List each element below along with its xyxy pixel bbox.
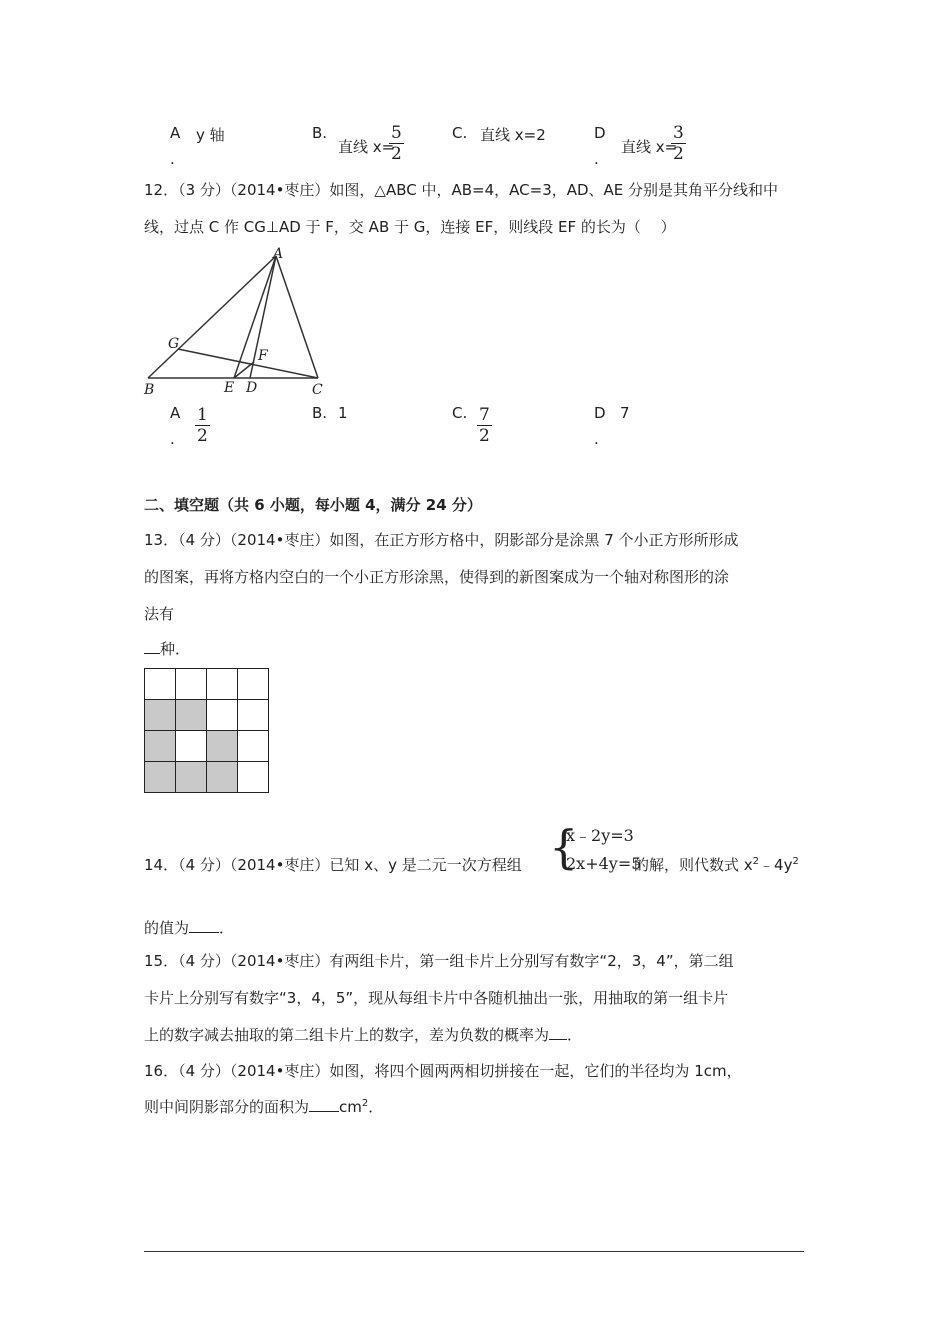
q11-option-d-letter: D (594, 124, 606, 142)
q14-line-1-prefix: 14．（4 分）（2014•枣庄）已知 x、y 是二元一次方程组 (144, 856, 522, 874)
q12-option-b-text: 1 (338, 404, 348, 422)
answer-blank (549, 1025, 567, 1040)
q12-option-d-dot: . (594, 430, 599, 448)
fraction-numerator: 1 (197, 405, 208, 425)
q11-option-d-dot: . (594, 150, 599, 168)
q13-square-grid (144, 668, 269, 793)
answer-blank (144, 639, 160, 654)
label-d: D (246, 380, 258, 396)
grid-cell-blank (238, 762, 269, 793)
q11-option-a-dot: . (170, 150, 175, 168)
q13-line-2: 的图案，再将方格内空白的一个小正方形涂黑，使得到的新图案成为一个轴对称图形的涂 (144, 568, 730, 586)
q13-line-4-suffix: 种． (160, 640, 191, 658)
q12-option-a-dot: . (170, 430, 175, 448)
fraction-denominator: 2 (673, 144, 684, 164)
fraction-numerator: 7 (479, 405, 490, 425)
fraction-denominator: 2 (197, 426, 208, 446)
q11-option-b-text: 直线 x= (338, 138, 395, 156)
q11-option-d-text: 直线 x= (621, 138, 678, 156)
q12-option-d-text: 7 (620, 404, 630, 422)
q15-line-2: 卡片上分别写有数字“3，4，5”，现从每组卡片中各随机抽出一张，用抽取的第一组卡片 (144, 989, 729, 1007)
q12-triangle-figure (140, 244, 340, 399)
fraction-denominator: 2 (391, 144, 402, 164)
label-f: F (258, 348, 268, 364)
label-b: B (144, 382, 155, 398)
q12-option-a-fraction (195, 406, 210, 445)
q12-option-c-letter: C. (452, 404, 468, 422)
grid-cell-shaded (207, 762, 238, 793)
q16-line-2 (144, 1096, 383, 1117)
answer-blank (309, 1097, 339, 1112)
q13-line-1: 13．（4 分）（2014•枣庄）如图，在正方形方格中，阴影部分是涂黑 7 个小正方形所形成 (144, 531, 739, 549)
q11-option-d-fraction (671, 124, 686, 163)
q14-line-2 (144, 917, 234, 938)
label-g: G (168, 336, 180, 352)
q15-line-3-prefix: 上的数字减去抽取的第二组卡片上的数字，差为负数的概率为 (144, 1026, 550, 1044)
q14-line-2-suffix: ． (219, 919, 235, 937)
grid-cell-shaded (145, 762, 176, 793)
grid-cell-shaded (176, 700, 207, 731)
q14-equation-2: 2x+4y=5 (566, 854, 642, 873)
section-2-title: 二、填空题（共 6 小题，每小题 4，满分 24 分） (144, 496, 482, 514)
fraction-denominator: 2 (479, 426, 490, 446)
grid-row (145, 669, 269, 700)
q14-line-2-prefix: 的值为 (144, 919, 190, 937)
q14-exponent-1: 2 (752, 856, 760, 867)
q14-minus-term: ﹣4y (759, 856, 793, 874)
fraction-numerator: 5 (391, 123, 402, 143)
grid-cell-blank (145, 669, 176, 700)
q15-line-1: 15．（4 分）（2014•枣庄）有两组卡片，第一组卡片上分别写有数字“2，3，4”，第二组 (144, 952, 734, 970)
q12-option-a-letter: A (170, 404, 181, 422)
q12-option-b-letter: B. (312, 404, 328, 422)
footer-divider (144, 1251, 804, 1252)
q12-line-2: 线，过点 C 作 CG⊥AD 于 F，交 AB 于 G，连接 EF，则线段 EF 的长为（ ） (144, 218, 676, 236)
grid-cell-blank (238, 669, 269, 700)
grid-cell-blank (176, 669, 207, 700)
q12-option-c-fraction (477, 406, 492, 445)
q15-line-3 (144, 1024, 582, 1045)
grid-row (145, 762, 269, 793)
grid-row (145, 700, 269, 731)
q16-line-2-suffix: ． (368, 1098, 384, 1116)
equation-system-brace: { (549, 820, 579, 874)
label-a: A (273, 246, 284, 262)
grid-cell-blank (207, 700, 238, 731)
q16-line-1: 16．（4 分）（2014•枣庄）如图，将四个圆两两相切拼接在一起，它们的半径均为 1cm， (144, 1062, 742, 1080)
q11-option-c-text: 直线 x=2 (480, 126, 546, 144)
q11-option-c-letter: C. (452, 124, 468, 142)
q14-line-1-suffix (634, 854, 799, 875)
q15-line-3-suffix: ． (567, 1026, 583, 1044)
grid-cell-shaded (207, 731, 238, 762)
q13-line-4 (144, 638, 190, 659)
grid-cell-shaded (145, 700, 176, 731)
q14-equation-1: x﹣2y=3 (566, 826, 634, 845)
q16-unit: cm (339, 1098, 362, 1116)
label-e: E (224, 380, 235, 396)
q16-unit-exponent: 2 (361, 1098, 369, 1109)
label-c: C (312, 382, 323, 398)
fraction-numerator: 3 (673, 123, 684, 143)
q11-option-b-letter: B. (312, 124, 328, 142)
q14-exponent-2: 2 (792, 856, 799, 867)
q13-line-3: 法有 (144, 605, 175, 623)
grid-row (145, 731, 269, 762)
grid-cell-blank (176, 731, 207, 762)
q16-line-2-prefix: 则中间阴影部分的面积为 (144, 1098, 310, 1116)
q12-line-1: 12．（3 分）（2014•枣庄）如图，△ABC 中，AB=4，AC=3，AD、AE 分别是其角平分线和中 (144, 181, 779, 199)
grid-cell-blank (238, 700, 269, 731)
q11-option-b-fraction (389, 124, 404, 163)
grid-cell-shaded (176, 762, 207, 793)
grid-cell-blank (238, 731, 269, 762)
q14-suffix-text: 的解，则代数式 x (634, 856, 753, 874)
q12-option-d-letter: D (594, 404, 606, 422)
q11-option-a-text: y 轴 (196, 126, 225, 144)
grid-cell-blank (207, 669, 238, 700)
grid-cell-shaded (145, 731, 176, 762)
answer-blank (189, 918, 219, 933)
q11-option-a-letter: A (170, 124, 181, 142)
